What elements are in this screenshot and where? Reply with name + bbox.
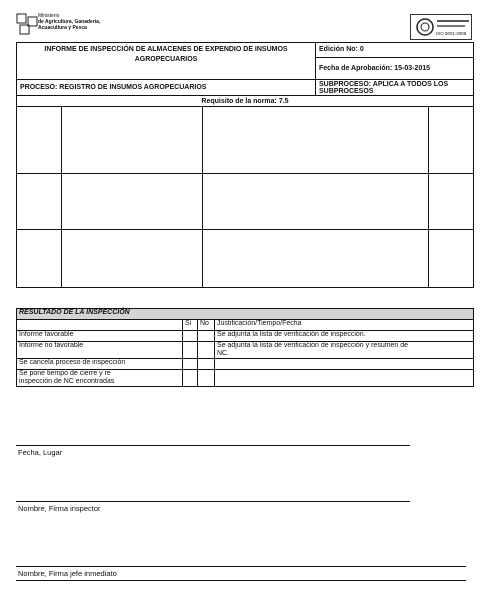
row-justification	[215, 342, 474, 359]
certification-text-bar	[437, 25, 465, 27]
place-date-label: Fecha, Lugar	[18, 448, 63, 457]
certification-text-bar	[437, 20, 469, 22]
no-checkbox-cell[interactable]	[198, 359, 215, 370]
process-text: PROCESO: REGISTRO DE INSUMOS AGROPECUARIOS	[20, 84, 207, 91]
row-label	[17, 370, 183, 387]
ministry-line-3: Acuacultura y Pesca	[38, 25, 87, 31]
form-title-line-2: AGROPECUARIOS	[134, 56, 198, 63]
table-row	[17, 342, 474, 359]
process-cell	[16, 79, 316, 96]
table-row	[17, 331, 474, 342]
supervisor-signature-label: Nombre, Firma jefe inmediato	[18, 569, 117, 578]
grid-vline	[428, 107, 429, 287]
certification-logo	[410, 14, 472, 40]
certification-seal-icon	[415, 17, 435, 37]
row-label-line-2: inspección de NC encontradas	[19, 378, 115, 385]
grid-vline	[202, 107, 203, 287]
row-justification-line-1: Se adjunta la lista de verificación de inspección y resumen de	[217, 342, 409, 349]
row-label-line-1: Se pone tiempo de cierre y re	[19, 370, 111, 377]
row-justification	[215, 370, 474, 387]
grid-vline	[61, 107, 62, 287]
requirement-text: Requisito de la norma: 7.5	[201, 98, 289, 105]
no-checkbox-cell[interactable]	[198, 342, 215, 359]
inspector-signature-label: Nombre, Firma inspector	[18, 504, 101, 513]
certification-label: ISO 9001:2008	[436, 31, 467, 36]
inspection-grid	[16, 106, 474, 288]
ministry-line-2: de Agricultura, Ganadería,	[38, 19, 101, 25]
row-label: Se cancela proceso de inspección	[17, 359, 183, 370]
place-date-line[interactable]	[16, 445, 410, 446]
edition-text: Edición No: 0	[319, 46, 364, 53]
no-checkbox-cell[interactable]	[198, 331, 215, 342]
table-row	[17, 370, 474, 387]
inspector-signature-line[interactable]	[16, 501, 410, 502]
col-no-header: No	[198, 320, 215, 331]
subprocess-line-1: SUBPROCESO: APLICA A TODOS LOS	[319, 81, 449, 88]
supervisor-bottom-line	[16, 580, 466, 581]
ministry-emblem-icon	[16, 13, 40, 35]
col-si-header: Sí	[183, 320, 198, 331]
table-row	[17, 359, 474, 370]
subprocess-line-2: SUBPROCESOS	[319, 88, 374, 95]
approval-date-cell	[315, 57, 474, 80]
ministry-line-1: Ministerio	[38, 13, 60, 19]
subprocess-cell	[315, 79, 474, 96]
grid-hline	[17, 229, 473, 230]
si-checkbox-cell[interactable]	[183, 331, 198, 342]
row-justification	[215, 359, 474, 370]
grid-hline	[17, 173, 473, 174]
form-title-cell	[16, 42, 316, 80]
no-checkbox-cell[interactable]	[198, 370, 215, 387]
approval-date-text: Fecha de Aprobación: 15-03-2015	[319, 65, 431, 72]
col-justification-header: Justificación/Tiempo/Fecha	[215, 320, 474, 331]
si-checkbox-cell[interactable]	[183, 342, 198, 359]
si-checkbox-cell[interactable]	[183, 359, 198, 370]
row-label: Informe favorable	[17, 331, 183, 342]
row-justification: Se adjunta la lista de verificación de inspección.	[215, 331, 474, 342]
results-empty-header	[17, 320, 183, 331]
results-title: RESULTADO DE LA INSPECCIÓN	[17, 309, 474, 320]
row-label: Informe no favorable	[17, 342, 183, 359]
results-table	[16, 308, 474, 387]
edition-cell	[315, 42, 474, 58]
form-title-line-1: INFORME DE INSPECCIÓN DE ALMACENES DE EXPENDIO DE INSUMOS	[44, 46, 288, 53]
supervisor-signature-line[interactable]	[16, 566, 466, 567]
ministry-logo	[16, 10, 156, 40]
si-checkbox-cell[interactable]	[183, 370, 198, 387]
row-justification-line-2: NC.	[217, 350, 230, 357]
